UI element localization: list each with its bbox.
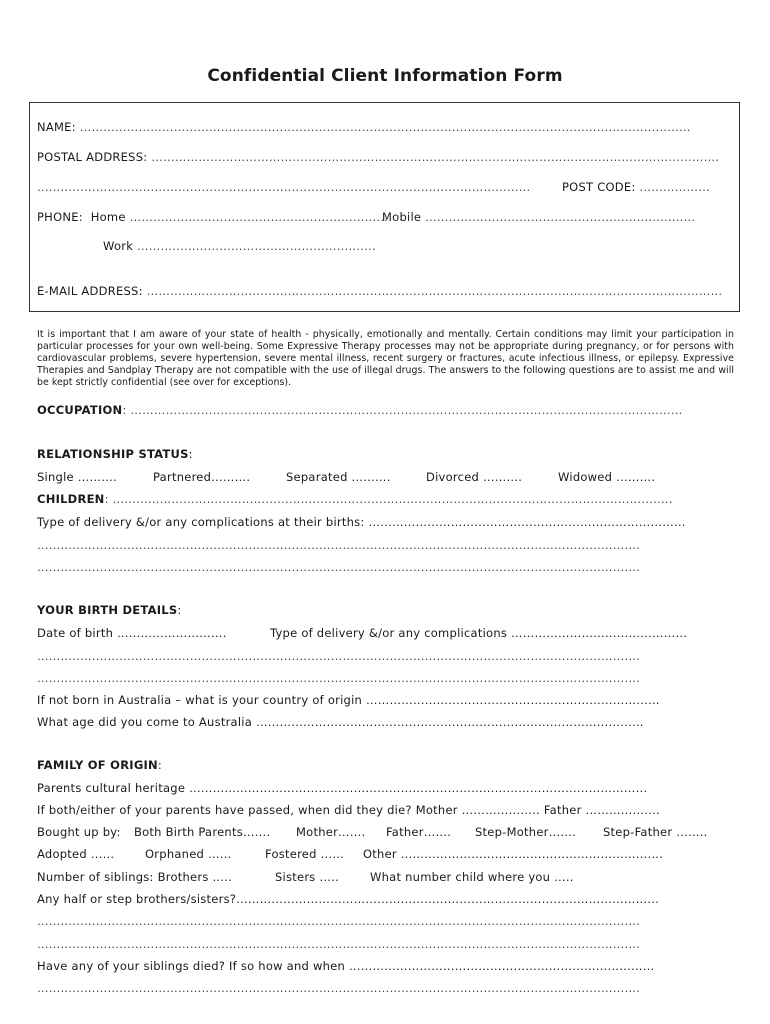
name-field[interactable]: ………………………………………………………………………………………………………………………………………… xyxy=(79,120,691,134)
siblings-died-field[interactable]: Have any of your siblings died? If so how and when …………………………………………………………………… xyxy=(37,959,655,973)
mobile-label: Mobile xyxy=(382,210,422,224)
birth-colon: : xyxy=(177,603,182,617)
email-field[interactable]: ………………………………………………………………………………………………………………………………… xyxy=(146,284,723,298)
family-heading: FAMILY OF ORIGIN xyxy=(37,758,158,772)
cultural-heritage-field[interactable]: Parents cultural heritage ……………………………………………………………………………………………………… xyxy=(37,781,648,795)
option-other[interactable]: Other …………………………………………………………. xyxy=(363,847,664,861)
option-mother[interactable]: Mother……. xyxy=(296,825,366,839)
name-label: NAME: xyxy=(37,120,76,134)
phone-label: PHONE: xyxy=(37,210,83,224)
children-delivery-field[interactable]: Type of delivery &/or any complications at their births: ……………………………………………………………………… xyxy=(37,515,686,529)
work-label: Work xyxy=(103,239,134,253)
siblings-sisters-field[interactable]: Sisters ….. xyxy=(275,870,340,884)
relationship-colon: : xyxy=(188,447,193,461)
brought-up-label: Bought up by: xyxy=(37,825,121,839)
birth-order-field[interactable]: What number child where you ….. xyxy=(370,870,574,884)
half-step-siblings-field[interactable]: Any half or step brothers/sisters?……………………………………………………………………………………………… xyxy=(37,892,660,906)
occupation-line xyxy=(37,403,683,417)
family-extra-line-2[interactable]: ………………………………………………………………………………………………………………………………………. xyxy=(37,937,641,951)
option-orphaned[interactable]: Orphaned …… xyxy=(145,847,232,861)
occupation-heading: OCCUPATION xyxy=(37,403,123,417)
form-title: Confidential Client Information Form xyxy=(207,66,563,86)
option-adopted[interactable]: Adopted …… xyxy=(37,847,115,861)
relationship-heading: RELATIONSHIP STATUS xyxy=(37,447,189,461)
children-heading: CHILDREN xyxy=(37,492,105,506)
postcode-label: POST CODE: xyxy=(562,180,636,194)
siblings-brothers-field[interactable]: Number of siblings: Brothers ….. xyxy=(37,870,233,884)
occupation-field[interactable]: : …………………………………………………………………………………………………………………………… xyxy=(122,403,683,417)
home-phone-field[interactable]: ………………………………………………………… xyxy=(129,210,389,224)
email-line xyxy=(37,284,722,298)
relationship-heading-line xyxy=(37,447,193,461)
children-line xyxy=(37,492,673,506)
age-arrived-field[interactable]: What age did you come to Australia ……………………………………………………………………………………… xyxy=(37,715,644,729)
email-label: E-MAIL ADDRESS: xyxy=(37,284,143,298)
home-label: Home xyxy=(90,210,126,224)
date-of-birth-field[interactable]: Date of birth ………………………. xyxy=(37,626,227,640)
mobile-phone-field[interactable]: …………………………………………………………… xyxy=(425,210,696,224)
status-single[interactable]: Single ………. xyxy=(37,470,117,484)
option-fostered[interactable]: Fostered …… xyxy=(265,847,345,861)
children-extra-line-2[interactable]: ………………………………………………………………………………………………………………………………………. xyxy=(37,560,641,574)
postcode-line xyxy=(562,180,710,194)
option-step-father[interactable]: Step-Father …….. xyxy=(603,825,708,839)
birth-extra-line-1[interactable]: ………………………………………………………………………………………………………………………………………. xyxy=(37,649,641,663)
status-divorced[interactable]: Divorced ………. xyxy=(426,470,523,484)
phone-line xyxy=(37,210,388,224)
postal-label: POSTAL ADDRESS: xyxy=(37,150,148,164)
option-father[interactable]: Father……. xyxy=(386,825,452,839)
work-line xyxy=(103,239,376,253)
postal-line-2 xyxy=(37,180,531,194)
family-extra-line-3[interactable]: ………………………………………………………………………………………………………………………………………. xyxy=(37,981,641,995)
birth-extra-line-2[interactable]: ………………………………………………………………………………………………………………………………………. xyxy=(37,671,641,685)
status-partnered[interactable]: Partnered………. xyxy=(153,470,251,484)
intro-paragraph: It is important that I am aware of your state of health - physically, emotionally and mentally. Certain conditions may limit your participation in particular processes for your own well-being. Some Expressive Therapy processes may not be appropriate during pregnancy, or for persons with cardiovascular problems, severe hypertension, severe mental illness, recent surgery or fractures, acute infectious illness, or epilepsy. Expressive Therapies and Sandplay Therapy are not compatible with the use of illegal drugs. The answers to the following questions are to assist me and will be kept strictly confidential (see over for exceptions). xyxy=(37,329,734,388)
birth-heading-line xyxy=(37,603,182,617)
country-of-origin-field[interactable]: If not born in Australia – what is your country of origin ………………………………………………………………… xyxy=(37,693,660,707)
family-heading-line xyxy=(37,758,162,772)
family-colon: : xyxy=(157,758,163,772)
option-both-birth-parents[interactable]: Both Birth Parents……. xyxy=(134,825,271,839)
postal-line xyxy=(37,150,719,164)
name-line xyxy=(37,120,691,134)
status-widowed[interactable]: Widowed ………. xyxy=(558,470,656,484)
children-field[interactable]: : …………………………………………………………………………………………………………………………….. xyxy=(104,492,673,506)
children-extra-line-1[interactable]: ………………………………………………………………………………………………………………………………………. xyxy=(37,538,641,552)
mobile-line xyxy=(382,210,695,224)
postal-field[interactable]: ………………………………………………………………………………………………………………………………. xyxy=(151,150,720,164)
birth-delivery-field[interactable]: Type of delivery &/or any complications ……………………………………… xyxy=(270,626,688,640)
birth-heading: YOUR BIRTH DETAILS xyxy=(37,603,178,617)
status-separated[interactable]: Separated ………. xyxy=(286,470,391,484)
parents-passed-field[interactable]: If both/either of your parents have passed, when did they die? Mother ……………….. Father ………………. xyxy=(37,803,660,817)
postcode-field[interactable]: ……………… xyxy=(639,180,710,194)
family-extra-line-1[interactable]: ………………………………………………………………………………………………………………………………………. xyxy=(37,914,641,928)
postal-field-2[interactable]: ……………………………………………………………………………………………………………… xyxy=(37,180,531,194)
option-step-mother[interactable]: Step-Mother……. xyxy=(475,825,577,839)
work-phone-field[interactable]: ……………………………………………………. xyxy=(137,239,376,253)
